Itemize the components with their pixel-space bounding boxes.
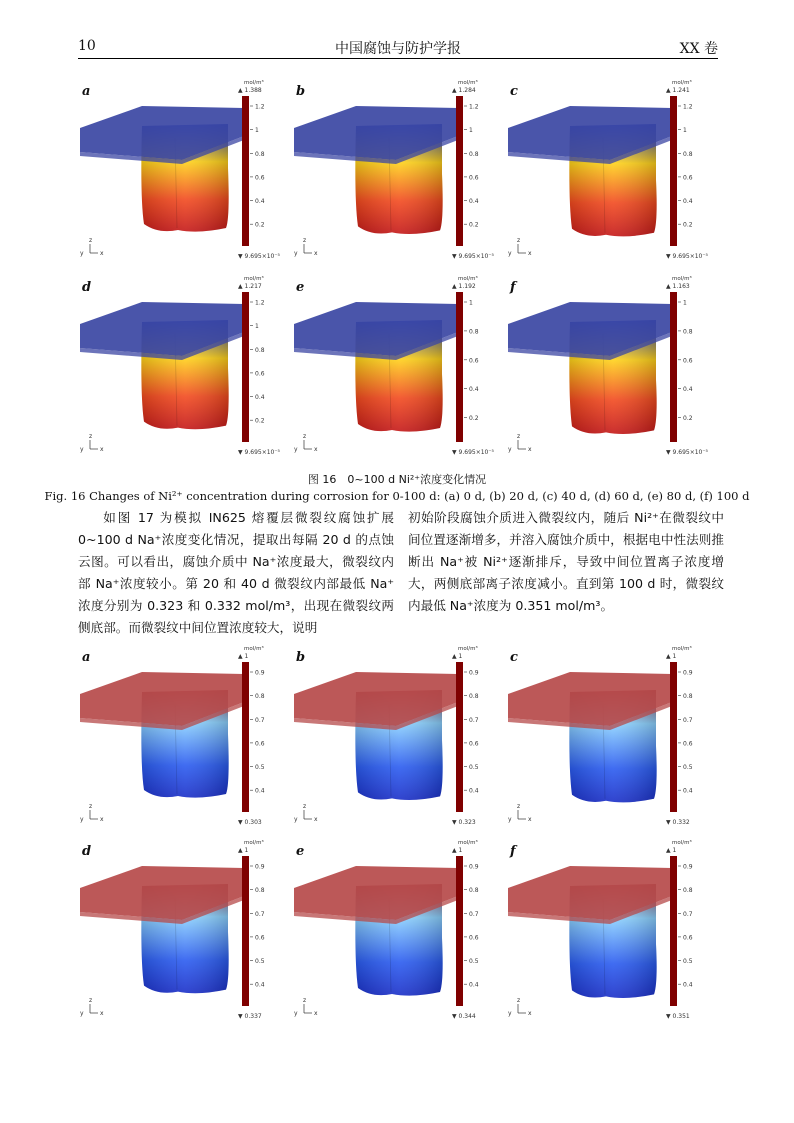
colorbar-tick-label: 0.4 xyxy=(469,198,479,205)
colorbar-tick-label: 0.5 xyxy=(683,958,693,965)
colorbar-tick-label: 0.7 xyxy=(683,910,693,918)
figure-panel xyxy=(506,644,720,830)
axis-label-z: z xyxy=(517,997,521,1004)
colorbar-tick-label: 0.7 xyxy=(683,716,693,724)
axis-label-y: y xyxy=(294,446,298,453)
body-paragraph-left: 如图 17 为模拟 IN625 熔覆层微裂纹腐蚀扩展 0~100 d Na⁺浓度变化情况，提取出每隔 20 d 的点蚀云图。可以看出，腐蚀介质中 Na⁺浓度最大，微裂纹内部 Na⁺浓度较小。第 20 和 40 d 微裂纹内部最低 Na⁺浓度分别为 0.323 和 0.332 mol/m³，出现在微裂纹两侧底部。而微裂纹中间位置浓度较大，说明 xyxy=(78,510,394,635)
colorbar-tick-label: 0.4 xyxy=(683,198,693,205)
colorbar-tick-label: 0.4 xyxy=(255,394,265,401)
panel-label: c xyxy=(510,650,518,665)
axis-triad xyxy=(294,237,318,257)
axis-label-z: z xyxy=(303,997,307,1004)
body-left-column xyxy=(78,507,394,639)
colorbar-tick-label: 0.8 xyxy=(255,346,265,354)
axis-label-y: y xyxy=(508,816,512,823)
colorbar-tick-label: 1 xyxy=(683,127,687,135)
colorbar-tick-label: 0.9 xyxy=(255,863,265,871)
colorbar-min: ▼ 9.695×10⁻⁵ xyxy=(238,253,280,260)
colorbar-max: ▲ 1.241 xyxy=(666,87,690,94)
colorbar-max: ▲ 1 xyxy=(238,653,249,660)
axis-label-x: x xyxy=(314,250,318,257)
colorbar-tick-label: 0.9 xyxy=(255,669,265,677)
colorbar xyxy=(456,662,463,812)
axis-label-x: x xyxy=(100,1010,104,1017)
colorbar xyxy=(670,292,677,442)
colorbar-tick-label: 0.2 xyxy=(683,221,693,229)
axis-label-y: y xyxy=(80,816,84,823)
colorbar-tick-label: 0.6 xyxy=(469,740,479,748)
colorbar-tick-label: 0.9 xyxy=(469,863,479,871)
axis-label-y: y xyxy=(294,1010,298,1017)
contour-plot xyxy=(292,78,506,264)
colorbar-tick-label: 0.4 xyxy=(683,386,693,394)
colorbar-tick-label: 0.6 xyxy=(469,357,479,365)
panel-label: a xyxy=(82,650,91,665)
colorbar-max: ▲ 1.284 xyxy=(452,87,476,94)
colorbar xyxy=(456,292,463,442)
axis-label-x: x xyxy=(528,446,532,453)
colorbar-tick-label: 0.8 xyxy=(255,150,265,158)
contour-plot xyxy=(292,274,506,460)
colorbar-unit: mol/m³ xyxy=(244,276,264,282)
axis-label-z: z xyxy=(89,997,93,1004)
panel-label: e xyxy=(296,280,305,295)
colorbar-tick-label: 0.4 xyxy=(255,198,265,205)
colorbar-max: ▲ 1.388 xyxy=(238,87,262,94)
colorbar-tick-label: 0.4 xyxy=(469,787,479,795)
panel-label: e xyxy=(296,844,305,859)
colorbar xyxy=(242,662,249,812)
axis-triad xyxy=(80,803,104,823)
axis-label-z: z xyxy=(89,237,93,244)
axis-label-z: z xyxy=(517,803,521,810)
colorbar-tick-label: 0.6 xyxy=(469,174,479,182)
colorbar-min: ▼ 0.351 xyxy=(666,1013,690,1020)
colorbar-tick-label: 0.5 xyxy=(469,764,479,771)
colorbar xyxy=(242,292,249,442)
colorbar-unit: mol/m³ xyxy=(672,80,692,86)
contour-plot xyxy=(292,838,506,1024)
colorbar-min: ▼ 0.323 xyxy=(452,819,476,826)
colorbar-max: ▲ 1.192 xyxy=(452,283,476,290)
colorbar-unit: mol/m³ xyxy=(458,840,478,846)
figure-16-caption-en: Fig. 16 Changes of Ni²⁺ concentration during corrosion for 0-100 d: (a) 0 d, (b) 20 d, (c) 40 d, (d) 60 d, (e) 80 d, (f) 100 d xyxy=(44,489,750,503)
axis-label-y: y xyxy=(80,250,84,257)
axis-label-y: y xyxy=(294,816,298,823)
colorbar-min: ▼ 9.695×10⁻⁵ xyxy=(452,253,494,260)
colorbar-max: ▲ 1 xyxy=(452,653,463,660)
volume-label: XX 卷 xyxy=(679,41,718,57)
panel-label: d xyxy=(82,844,92,859)
axis-triad xyxy=(508,433,532,453)
colorbar-tick-label: 0.8 xyxy=(469,693,479,701)
axis-label-x: x xyxy=(100,250,104,257)
colorbar xyxy=(456,96,463,246)
colorbar-min: ▼ 9.695×10⁻⁵ xyxy=(666,449,708,456)
axis-label-z: z xyxy=(89,433,93,440)
colorbar-tick-label: 1.2 xyxy=(469,103,479,111)
panel-label: b xyxy=(296,84,306,99)
contour-plot xyxy=(506,274,720,460)
axis-label-z: z xyxy=(303,237,307,244)
colorbar-tick-label: 0.6 xyxy=(255,370,265,378)
colorbar-tick-label: 0.7 xyxy=(469,910,479,918)
figure-panel xyxy=(78,78,292,264)
colorbar-tick-label: 1 xyxy=(469,299,473,307)
axis-triad xyxy=(80,237,104,257)
axis-label-z: z xyxy=(89,803,93,810)
panel-label: c xyxy=(510,84,518,99)
colorbar-tick-label: 0.6 xyxy=(683,934,693,942)
contour-plot xyxy=(78,838,292,1024)
colorbar-max: ▲ 1.217 xyxy=(238,283,262,290)
colorbar xyxy=(670,856,677,1006)
panel-label: a xyxy=(82,84,91,99)
colorbar-tick-label: 1.2 xyxy=(683,103,693,111)
figure-panel xyxy=(506,274,720,460)
colorbar-tick-label: 0.6 xyxy=(683,740,693,748)
figure-panel xyxy=(292,78,506,264)
axis-label-x: x xyxy=(314,816,318,823)
axis-label-x: x xyxy=(100,816,104,823)
axis-label-x: x xyxy=(528,1010,532,1017)
axis-label-z: z xyxy=(517,433,521,440)
axis-label-x: x xyxy=(528,250,532,257)
figure-panel xyxy=(292,838,506,1024)
colorbar-min: ▼ 0.344 xyxy=(452,1013,476,1020)
axis-label-y: y xyxy=(294,250,298,257)
colorbar-tick-label: 0.8 xyxy=(683,887,693,895)
colorbar-unit: mol/m³ xyxy=(672,276,692,282)
colorbar-tick-label: 0.8 xyxy=(683,693,693,701)
contour-plot xyxy=(292,644,506,830)
figure-panel xyxy=(292,274,506,460)
colorbar-min: ▼ 0.303 xyxy=(238,819,262,826)
figure-panel xyxy=(78,644,292,830)
contour-plot xyxy=(506,78,720,264)
colorbar-tick-label: 0.6 xyxy=(255,174,265,182)
panel-label: b xyxy=(296,650,306,665)
colorbar-tick-label: 0.5 xyxy=(469,958,479,965)
colorbar-tick-label: 0.4 xyxy=(683,981,693,989)
page-number: 10 xyxy=(78,38,96,54)
colorbar-unit: mol/m³ xyxy=(672,840,692,846)
figure-panel xyxy=(78,838,292,1024)
colorbar-min: ▼ 9.695×10⁻⁵ xyxy=(452,449,494,456)
colorbar-tick-label: 1 xyxy=(683,299,687,307)
colorbar-tick-label: 0.6 xyxy=(683,174,693,182)
colorbar-tick-label: 0.2 xyxy=(469,415,479,423)
colorbar-tick-label: 0.5 xyxy=(255,958,265,965)
colorbar-tick-label: 0.8 xyxy=(255,887,265,895)
colorbar-unit: mol/m³ xyxy=(244,80,264,86)
colorbar-tick-label: 0.9 xyxy=(683,863,693,871)
colorbar-unit: mol/m³ xyxy=(458,80,478,86)
colorbar-tick-label: 0.2 xyxy=(255,221,265,229)
axis-triad xyxy=(508,997,532,1017)
axis-label-z: z xyxy=(303,803,307,810)
axis-triad xyxy=(294,997,318,1017)
colorbar-tick-label: 1.2 xyxy=(255,299,265,307)
colorbar-unit: mol/m³ xyxy=(458,276,478,282)
colorbar-tick-label: 1 xyxy=(469,127,473,135)
figure-panel xyxy=(78,274,292,460)
colorbar-tick-label: 0.2 xyxy=(469,221,479,229)
colorbar-max: ▲ 1 xyxy=(238,847,249,854)
colorbar-max: ▲ 1 xyxy=(452,847,463,854)
colorbar-tick-label: 0.8 xyxy=(683,328,693,336)
axis-label-y: y xyxy=(508,1010,512,1017)
colorbar xyxy=(242,856,249,1006)
contour-plot xyxy=(78,644,292,830)
colorbar-tick-label: 0.2 xyxy=(255,417,265,425)
body-right-column xyxy=(408,507,724,617)
colorbar-unit: mol/m³ xyxy=(244,840,264,846)
colorbar-tick-label: 0.9 xyxy=(683,669,693,677)
colorbar xyxy=(242,96,249,246)
colorbar-tick-label: 0.9 xyxy=(469,669,479,677)
axis-triad xyxy=(294,433,318,453)
colorbar-tick-label: 0.8 xyxy=(255,693,265,701)
axis-triad xyxy=(294,803,318,823)
figure-panel xyxy=(292,644,506,830)
colorbar-tick-label: 0.8 xyxy=(683,150,693,158)
axis-label-y: y xyxy=(508,250,512,257)
colorbar-tick-label: 0.8 xyxy=(469,328,479,336)
panel-label: f xyxy=(510,280,516,295)
colorbar-tick-label: 0.4 xyxy=(469,981,479,989)
colorbar-tick-label: 0.5 xyxy=(683,764,693,771)
colorbar-min: ▼ 9.695×10⁻⁵ xyxy=(666,253,708,260)
page-header xyxy=(78,38,718,58)
axis-triad xyxy=(80,433,104,453)
panel-label: f xyxy=(510,844,516,859)
colorbar-tick-label: 0.4 xyxy=(255,787,265,795)
colorbar-max: ▲ 1.163 xyxy=(666,283,690,290)
colorbar-tick-label: 0.4 xyxy=(683,787,693,795)
colorbar-tick-label: 0.8 xyxy=(469,150,479,158)
colorbar-tick-label: 1 xyxy=(255,127,259,135)
colorbar-tick-label: 0.6 xyxy=(255,934,265,942)
colorbar-max: ▲ 1 xyxy=(666,653,677,660)
axis-label-z: z xyxy=(517,237,521,244)
colorbar xyxy=(456,856,463,1006)
header-rule xyxy=(78,58,718,59)
colorbar-tick-label: 0.4 xyxy=(469,386,479,394)
contour-plot xyxy=(506,838,720,1024)
colorbar-tick-label: 0.6 xyxy=(683,357,693,365)
colorbar-tick-label: 0.7 xyxy=(255,716,265,724)
colorbar-tick-label: 0.8 xyxy=(469,887,479,895)
colorbar xyxy=(670,96,677,246)
figure-panel xyxy=(506,78,720,264)
contour-plot xyxy=(78,274,292,460)
axis-label-x: x xyxy=(314,1010,318,1017)
axis-label-y: y xyxy=(80,446,84,453)
journal-title: 中国腐蚀与防护学报 xyxy=(335,41,461,57)
colorbar-tick-label: 1.2 xyxy=(255,103,265,111)
colorbar-tick-label: 0.2 xyxy=(683,415,693,423)
axis-label-x: x xyxy=(100,446,104,453)
axis-label-z: z xyxy=(303,433,307,440)
colorbar-min: ▼ 0.337 xyxy=(238,1013,262,1020)
colorbar-min: ▼ 0.332 xyxy=(666,819,690,826)
axis-label-x: x xyxy=(528,816,532,823)
colorbar-tick-label: 0.6 xyxy=(255,740,265,748)
figure-panel xyxy=(506,838,720,1024)
colorbar-unit: mol/m³ xyxy=(458,646,478,652)
colorbar-tick-label: 0.5 xyxy=(255,764,265,771)
axis-triad xyxy=(80,997,104,1017)
axis-label-y: y xyxy=(508,446,512,453)
contour-plot xyxy=(506,644,720,830)
colorbar-max: ▲ 1 xyxy=(666,847,677,854)
colorbar-tick-label: 0.4 xyxy=(255,981,265,989)
colorbar-unit: mol/m³ xyxy=(672,646,692,652)
colorbar-unit: mol/m³ xyxy=(244,646,264,652)
panel-label: d xyxy=(82,280,92,295)
axis-triad xyxy=(508,803,532,823)
colorbar-min: ▼ 9.695×10⁻⁵ xyxy=(238,449,280,456)
colorbar-tick-label: 0.7 xyxy=(255,910,265,918)
axis-label-y: y xyxy=(80,1010,84,1017)
body-paragraph-right: 初始阶段腐蚀介质进入微裂纹内，随后 Ni²⁺在微裂纹中间位置逐渐增多，并溶入腐蚀介质中，根据电中性法则推断出 Na⁺被 Ni²⁺逐渐排斥，导致中间位置离子浓度增大，两侧底部离子浓度减小。直到第 100 d 时，微裂纹内最低 Na⁺浓度为 0.351 mol/m³。 xyxy=(408,510,724,613)
colorbar-tick-label: 0.7 xyxy=(469,716,479,724)
contour-plot xyxy=(78,78,292,264)
colorbar xyxy=(670,662,677,812)
axis-triad xyxy=(508,237,532,257)
colorbar-tick-label: 0.6 xyxy=(469,934,479,942)
figure-16-caption-cn: 图 16 0~100 d Ni²⁺浓度变化情况 xyxy=(307,473,487,486)
axis-label-x: x xyxy=(314,446,318,453)
colorbar-tick-label: 1 xyxy=(255,323,259,331)
